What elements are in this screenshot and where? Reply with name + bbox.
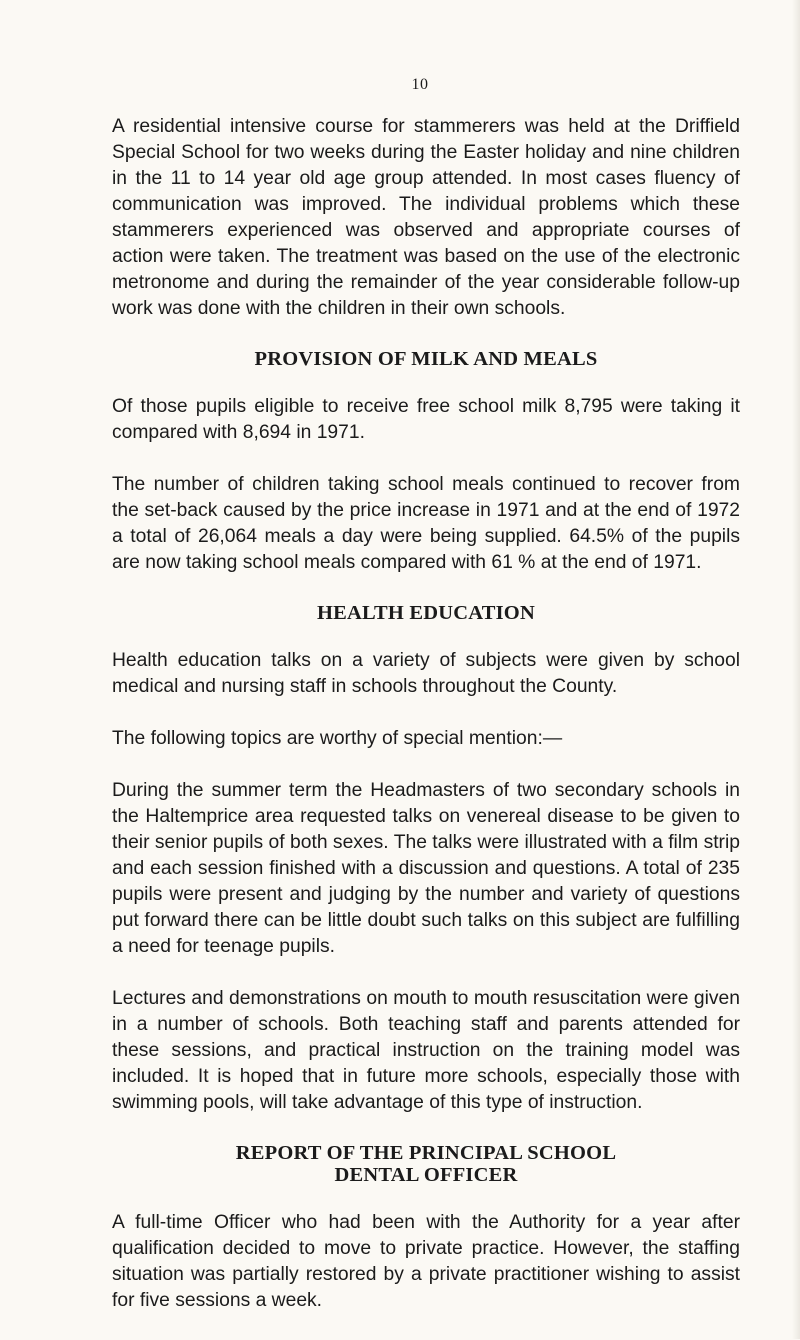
intro-paragraph: A residential intensive course for stammerers was held at the Driffield Special School for two weeks during the Easter holiday and nine children in the 11 to 14 year old age group attended. In most cases fluency of communication was improved. The individual problems which these stammerers experienced was observed and appropriate courses of action were taken. The treatment was based on the use of the electronic metronome and during the remainder of the year considerable follow-up work was done with the children in their own schools.	[112, 116, 740, 319]
health-talks-paragraph: Health education talks on a variety of subjects were given by school medical and nursing staff in schools throughout the County.	[112, 650, 740, 697]
resuscitation-paragraph: Lectures and demonstrations on mouth to mouth resuscitation were given in a number of schools. Both teaching staff and parents attended for these sessions, and practical instruction on the training model was included. It is hoped that in future more schools, especially those with swimming pools, will take advantage of this type of instruction.	[112, 988, 740, 1113]
page-edge-shadow	[792, 0, 800, 1339]
heading-health-education: HEALTH EDUCATION	[317, 602, 535, 624]
heading-dental-report	[112, 1142, 740, 1186]
venereal-disease-talks-paragraph: During the summer term the Headmasters of two secondary schools in the Haltemprice area requested talks on venereal disease to be given to their senior pupils of both sexes. The talks were illustrated with a film strip and each session finished with a discussion and questions. A total of 235 pupils were present and judging by the number and variety of questions put forward there can be little doubt such talks on this subject are fulfilling a need for teenage pupils.	[112, 780, 740, 957]
milk-paragraph: Of those pupils eligible to receive free school milk 8,795 were taking it compared with 8,694 in 1971.	[112, 396, 740, 443]
meals-paragraph: The number of children taking school meals continued to recover from the set-back caused by the price increase in 1971 and at the end of 1972 a total of 26,064 meals a day were being supplied. 64.5% of the pupils are now taking school meals compared with 61 % at the end of 1971.	[112, 474, 740, 573]
special-mention-paragraph: The following topics are worthy of special mention:—	[112, 728, 563, 749]
page-number: 10	[411, 76, 429, 93]
heading-dental-report-line1: REPORT OF THE PRINCIPAL SCHOOL	[235, 1142, 617, 1164]
dental-staffing-paragraph: A full-time Officer who had been with the Authority for a year after qualification decided to move to private practice. However, the staffing situation was partially restored by a private practitioner wishing to assist for five sessions a week.	[112, 1212, 740, 1311]
heading-milk-meals: PROVISION OF MILK AND MEALS	[254, 348, 598, 370]
page-content	[112, 114, 740, 1340]
heading-dental-report-line2: DENTAL OFFICER	[334, 1164, 518, 1186]
